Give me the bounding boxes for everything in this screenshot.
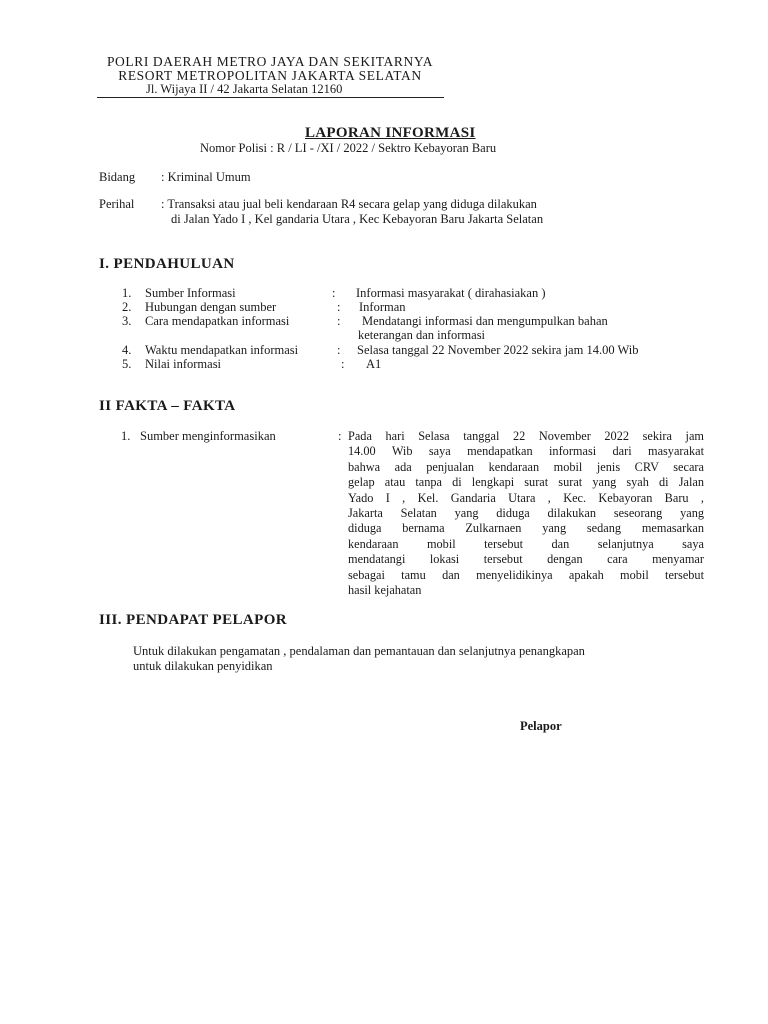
item-4-colon: : [337,343,341,357]
signature-label: Pelapor [520,719,562,733]
item-5-label: Nilai informasi [145,357,222,371]
item-3-value: Mendatangi informasi dan mengumpulkan bahan [362,314,608,328]
fakta-line: sebagai tamu dan menyelidikinya apakah mobil tersebut [348,567,704,582]
item-2-colon: : [337,300,341,314]
section-2-heading: II FAKTA – FAKTA [99,398,236,414]
section-3-heading: III. PENDAPAT PELAPOR [99,612,287,628]
fakta-item-label: Sumber menginformasikan [140,429,276,443]
item-2-value: Informan [359,300,406,314]
item-3-colon: : [337,314,341,328]
header-address: Jl. Wijaya II / 42 Jakarta Selatan 12160 [146,82,343,96]
item-4-label: Waktu mendapatkan informasi [145,343,299,357]
bidang-value: : Kriminal Umum [161,170,251,184]
item-5-number: 5. [122,357,132,371]
perihal-label: Perihal [99,197,135,211]
fakta-line: kendaraan mobil tersebut dan selanjutnya saya [348,536,704,551]
section-1-heading: I. PENDAHULUAN [99,256,235,272]
header-line-1: POLRI DAERAH METRO JAYA DAN SEKITARNYA [106,54,434,69]
fakta-line: mendatangi lokasi tersebut dengan cara menyamar [348,552,704,567]
fakta-line: gelap atau tanpa di lengkapi surat surat yang syah di Jalan [348,475,704,490]
perihal-line-1: : Transaksi atau jual beli kendaraan R4 secara gelap yang diduga dilakukan [161,197,537,211]
item-4-value: Selasa tanggal 22 November 2022 sekira jam 14.00 Wib [357,343,639,357]
fakta-item-colon: : [338,429,342,443]
fakta-line: 14.00 Wib saya mendapatkan informasi dari masyarakat [348,444,704,459]
perihal-line-2: di Jalan Yado I , Kel gandaria Utara , Kec Kebayoran Baru Jakarta Selatan [171,212,544,226]
item-3-number: 3. [122,314,132,328]
item-1-number: 1. [122,286,132,300]
item-1-label: Sumber Informasi [145,286,236,300]
item-4-number: 4. [122,343,132,357]
fakta-line: hasil kejahatan [348,582,422,597]
item-2-label: Hubungan dengan sumber [145,300,277,314]
fakta-line: Jakarta Selatan yang diduga dilakukan seseorang yang [348,505,704,520]
fakta-item-number: 1. [121,429,131,443]
fakta-line: Pada hari Selasa tanggal 22 November 2022 sekira jam [348,429,704,443]
pendapat-line-1: Untuk dilakukan pengamatan , pendalaman dan pemantauan dan selanjutnya penangkapan [133,644,585,658]
item-5-value: A1 [366,357,382,371]
fakta-line: diduga bernama Zulkarnaen yang sedang memasarkan [348,521,704,536]
item-2-number: 2. [122,300,132,314]
pendapat-line-2: untuk dilakukan penyidikan [133,659,273,673]
fakta-line: Yado I , Kel. Gandaria Utara , Kec. Kebayoran Baru , [348,490,704,505]
item-1-colon: : [332,286,336,300]
item-1-value: Informasi masyarakat ( dirahasiakan ) [356,286,546,300]
item-5-colon: : [341,357,345,371]
report-number: Nomor Polisi : R / LI - /XI / 2022 / Sektro Kebayoran Baru [200,141,497,155]
report-title: LAPORAN INFORMASI [305,125,476,141]
item-3-value-cont: keterangan dan informasi [358,328,486,342]
item-3-label: Cara mendapatkan informasi [145,314,290,328]
fakta-paragraph [348,429,704,598]
bidang-label: Bidang [99,170,136,184]
fakta-line: bahwa ada penjualan kendaraan mobil jenis CRV secara [348,459,704,474]
header-line-2: RESORT METROPOLITAN JAKARTA SELATAN [118,68,422,83]
header-underline [97,97,444,98]
